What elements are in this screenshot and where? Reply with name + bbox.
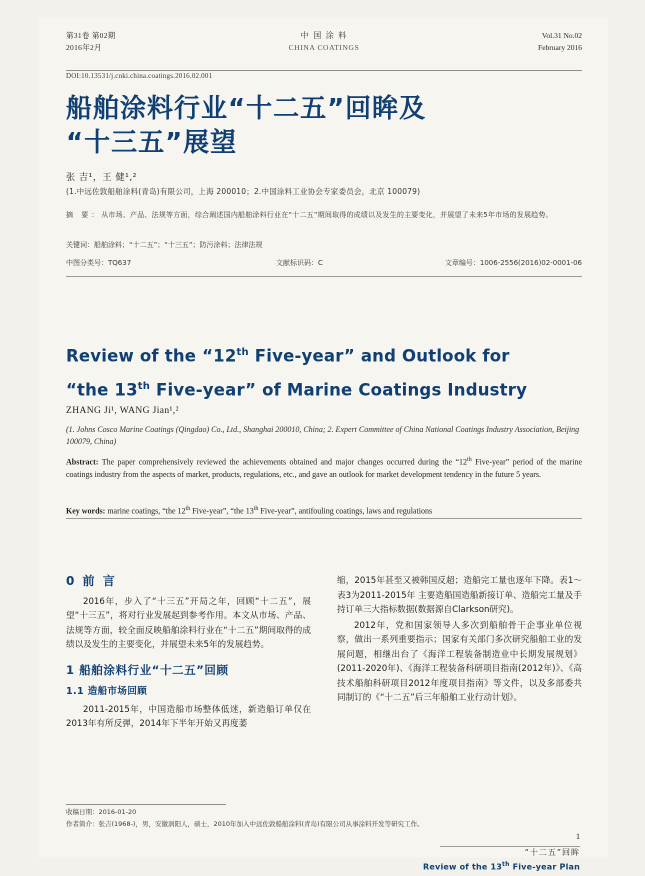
- received-date: 收稿日期：2016-01-20: [66, 808, 137, 816]
- keywords-en-sup1: th: [185, 506, 191, 512]
- authors-en: ZHANG Ji¹, WANG Jian¹,²: [66, 406, 179, 416]
- paragraph: 2011-2015年，中国造船市场整体低迷，新造船订单仅在2013年有所反弹，2014年下半年开始又再度萎: [66, 704, 311, 729]
- abstract-cn-text: 从市场、产品、法规等方面，综合阐述国内船舶涂料行业在“十二五”期间取得的成绩以及发生的主要变化，并展望了未来5年市场的发展趋势。: [101, 211, 553, 219]
- footnote-divider: [66, 804, 226, 805]
- footer-running-title-en: [423, 861, 580, 872]
- header-date-en: February 2016: [538, 43, 582, 52]
- keywords-en-text-b: Five-year”, “the 13: [190, 506, 254, 516]
- section-heading-1-1: 1.1 造船市场回顾: [66, 686, 148, 697]
- footer-running-title-cn: “十二五”回眸: [524, 848, 580, 857]
- header-divider: [66, 70, 582, 71]
- header-center: [66, 30, 582, 54]
- footer-running-title-en-a: Review of the 13: [423, 862, 503, 872]
- header-right: [538, 30, 582, 54]
- author-biography: 作者简介：张吉(1968-)，男，安徽涡阳人，硕士，2010年加入中远佐敦船舶涂料(青岛)有限公司从事涂料开发等研究工作。: [66, 820, 424, 828]
- footer-running-title-en-sup: th: [502, 861, 510, 868]
- authors-cn: 张 吉¹，王 健¹,²: [66, 173, 138, 183]
- title-en-line1-a: Review of the “12: [66, 346, 237, 366]
- title-en-line2-a: “the 13: [66, 380, 138, 399]
- keywords-en: [66, 503, 582, 518]
- body-column-right: [337, 574, 582, 707]
- title-en-line1-b: Five-year” and Outlook for: [248, 346, 510, 366]
- page-number: 1: [576, 832, 580, 841]
- keywords-en-text-c: Five-year”, antifouling coatings, laws and regulations: [258, 506, 433, 516]
- title-en-line2: [66, 372, 582, 406]
- clc-value: TQ637: [108, 259, 132, 267]
- abstract-en-sup: th: [467, 457, 472, 463]
- keywords-en-sup2: th: [253, 506, 259, 512]
- doi-text: DOI:10.13531/j.cnki.china.coatings.2016.02.001: [66, 72, 213, 80]
- abstract-en: [66, 454, 582, 481]
- document-code-label: 文献标识码：: [276, 259, 318, 267]
- affiliation-cn: (1.中远佐敦船舶涂料(青岛)有限公司，上海 200010；2.中国涂料工业协会专家委员会，北京 100079): [66, 187, 421, 196]
- title-en: [66, 338, 582, 405]
- paragraph: 2016年，步入了“十三五”开局之年，回顾“十二五”，展望“十三五”，将对行业发展起到参考作用。本文从市场、产品、法规等方面，较全面反映船舶涂料行业在“十二五”期间取得的成绩以及发生的主要变化，并展望未来5年的发展趋势。: [66, 596, 311, 650]
- document-code-value: C: [318, 259, 323, 267]
- document-code: [276, 258, 323, 268]
- body-column-left: [66, 574, 311, 733]
- english-block-divider: [66, 518, 582, 519]
- keywords-cn-text: 船舶涂料；“十二五”；“十三五”；防污涂料；法律法规: [94, 241, 263, 249]
- title-cn-line1: 船舶涂料行业“十二五”回眸及: [66, 94, 427, 124]
- abstract-en-label: Abstract:: [66, 457, 99, 467]
- keywords-cn: [66, 240, 582, 251]
- title-cn-line2: “十三五”展望: [66, 128, 238, 158]
- affiliation-en: (1. Johns Cosco Marine Coatings (Qingdao) Co., Ltd., Shanghai 200010, China; 2. Expert Committee of China National Coatings Industry Association, Beijing 100079, China): [66, 425, 580, 446]
- section-heading-1: 1 船舶涂料行业“十二五”回顾: [66, 662, 229, 677]
- header-date-cn: 2016年2月: [66, 43, 102, 52]
- journal-name-cn: 中 国 涂 料: [300, 31, 348, 40]
- abstract-cn-label: 摘 要：: [66, 211, 102, 219]
- article-number-value: 1006-2556(2016)02-0001-06: [479, 259, 582, 267]
- running-header: [66, 30, 582, 74]
- metadata-divider: [66, 276, 582, 277]
- title-en-line1: [66, 338, 582, 372]
- title-en-line1-sup: th: [236, 347, 249, 358]
- section-heading-0: 0 前 言: [66, 574, 117, 588]
- abstract-en-text-b: Five-year” period of the marine coatings industry from the aspects of market, products, regulations, etc., and gave an outlook for market development tendency in the future 5 years.: [66, 457, 582, 479]
- header-volume-issue-cn: 第31卷 第02期: [66, 31, 116, 40]
- journal-name-en: CHINA COATINGS: [288, 43, 360, 52]
- paper-sheet: [38, 18, 608, 872]
- paragraph: 2012年，党和国家领导人多次到船舶骨干企事业单位视察，做出一系列重要指示；国家有关部门多次研究船舶工业的发展问题，相继出台了《海洋工程装备制造业中长期发展规划》(2011-2020年)、《海洋工程装备科研项目指南(2012年)》、《高技术船舶科研项目2012年度项目指南》等文件，以及多部委共同制订的《“十二五”后三年船舶工业行动计划》。: [337, 620, 582, 703]
- paragraph: 缩，2015年甚至又被韩国反超；造船完工量也逐年下降。表1～表3为2011-2015年 主要造船国造船新接订单、造船完工量及手持订单三大指标数据(数据源自Clarkson研究)。: [337, 576, 582, 615]
- header-volume-issue-en: Vol.31 No.02: [541, 31, 582, 40]
- keywords-cn-label: 关键词：: [66, 241, 94, 249]
- footer-running-title-en-b: Five-year Plan: [509, 862, 580, 872]
- clc-number: [66, 258, 131, 268]
- article-number-label: 文章编号：: [444, 259, 480, 267]
- keywords-en-label: Key words:: [66, 506, 106, 516]
- title-cn: [66, 92, 582, 160]
- title-en-line2-sup: th: [137, 380, 151, 392]
- article-number: [445, 258, 582, 268]
- keywords-en-text-a: marine coatings, “the 12: [105, 506, 186, 516]
- title-en-line2-b: Five-year” of Marine Coatings Industry: [150, 380, 528, 399]
- abstract-en-text-a: The paper comprehensively reviewed the achievements obtained and major changes occurred during the “12: [98, 457, 468, 467]
- abstract-cn: [66, 210, 582, 221]
- clc-label: 中图分类号：: [66, 259, 108, 267]
